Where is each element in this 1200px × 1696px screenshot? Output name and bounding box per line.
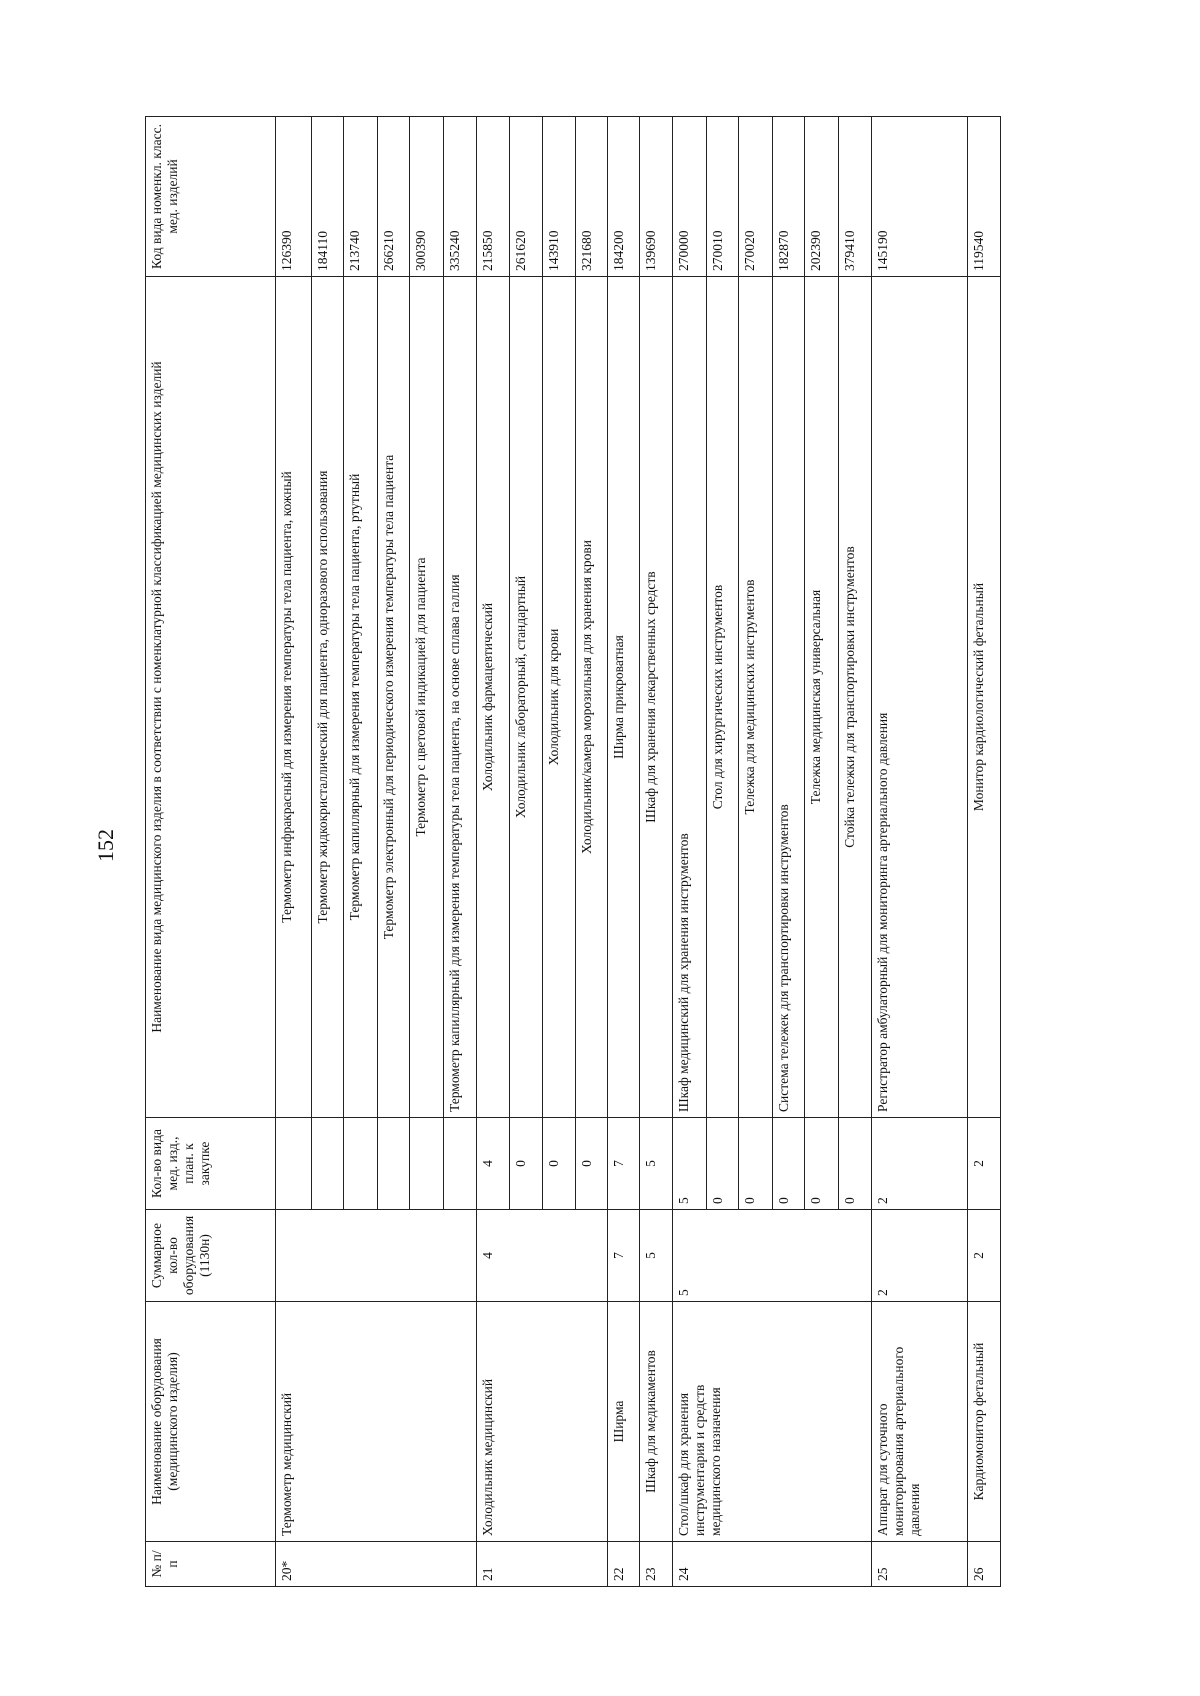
row-planned: 5: [640, 1118, 673, 1210]
header-equipment: Наименование оборудования (медицинского изделия): [146, 1302, 276, 1542]
row-kind: Холодильник фармацевтический: [476, 277, 510, 1118]
header-total: Суммарное кол-во оборудования (1130н): [146, 1210, 276, 1302]
row-kind: Тележка медицинская универсальная: [805, 277, 839, 1118]
table-row: [673, 117, 707, 1587]
row-kind: Тележка для медицинских инструментов: [739, 277, 773, 1118]
table-row: [871, 117, 968, 1587]
row-code: 143910: [542, 117, 576, 277]
row-equipment: Шкаф для медикаментов: [640, 1302, 673, 1542]
row-num: 23: [640, 1542, 673, 1587]
row-num: 25: [871, 1542, 968, 1587]
row-kind: Монитор кардиологический фетальный: [968, 277, 1001, 1118]
row-total: [276, 1210, 477, 1302]
header-row: [146, 117, 276, 1587]
row-code: 300390: [410, 117, 444, 277]
header-planned: Кол-во вида мед. изд., план. к закупке: [146, 1118, 276, 1210]
row-planned: [443, 1118, 476, 1210]
row-equipment: Стол/шкаф для хранения инструментария и средств медицинского назначения: [673, 1302, 872, 1542]
row-kind: Термометр жидкокристаллический для пациента, одноразового использования: [311, 277, 344, 1118]
row-planned: 0: [542, 1118, 576, 1210]
row-code: 270010: [706, 117, 739, 277]
row-code: 379410: [838, 117, 871, 277]
row-planned: [344, 1118, 378, 1210]
table-row: [640, 117, 673, 1587]
row-kind: Термометр электронный для периодического измерения температуры тела пациента: [377, 277, 410, 1118]
header-num: № п/п: [146, 1542, 276, 1587]
row-code: 335240: [443, 117, 476, 277]
row-planned: 0: [805, 1118, 839, 1210]
row-total: 2: [871, 1210, 968, 1302]
row-kind: Холодильник лабораторный, стандартный: [510, 277, 543, 1118]
row-planned: [377, 1118, 410, 1210]
row-code: 145190: [871, 117, 968, 277]
row-equipment: Термометр медицинский: [276, 1302, 477, 1542]
row-total: 4: [476, 1210, 607, 1302]
row-kind: Стойка тележки для транспортировки инструментов: [838, 277, 871, 1118]
row-kind: Термометр инфракрасный для измерения температуры тела пациента, кожный: [276, 277, 312, 1118]
row-planned: 2: [968, 1118, 1001, 1210]
row-kind: Холодильник для крови: [542, 277, 576, 1118]
row-planned: 2: [871, 1118, 968, 1210]
row-code: 266210: [377, 117, 410, 277]
table-row: [276, 117, 312, 1587]
row-planned: 0: [838, 1118, 871, 1210]
table-body: [276, 117, 1001, 1587]
row-planned: 0: [706, 1118, 739, 1210]
row-planned: 0: [510, 1118, 543, 1210]
row-num: 24: [673, 1542, 872, 1587]
row-planned: [276, 1118, 312, 1210]
row-total: 7: [607, 1210, 640, 1302]
table-row: [968, 117, 1001, 1587]
row-equipment: Холодильник медицинский: [476, 1302, 607, 1542]
row-code: 126390: [276, 117, 312, 277]
row-code: 119540: [968, 117, 1001, 277]
row-kind: Термометр с цветовой индикацией для пациента: [410, 277, 444, 1118]
row-kind: Система тележек для транспортировки инструментов: [772, 277, 805, 1118]
row-num: 22: [607, 1542, 640, 1587]
row-planned: [410, 1118, 444, 1210]
row-equipment: Кардиомонитор фетальный: [968, 1302, 1001, 1542]
page-number: 152: [93, 829, 118, 862]
row-num: 21: [476, 1542, 607, 1587]
row-code: 184200: [607, 117, 640, 277]
row-equipment: Аппарат для суточного мониторирования артериального давления: [871, 1302, 968, 1542]
row-code: 270000: [673, 117, 707, 277]
row-planned: 5: [673, 1118, 707, 1210]
row-kind: Стол для хирургических инструментов: [706, 277, 739, 1118]
row-code: 202390: [805, 117, 839, 277]
row-planned: 0: [576, 1118, 608, 1210]
row-total: 2: [968, 1210, 1001, 1302]
row-code: 215850: [476, 117, 510, 277]
row-num: 20*: [276, 1542, 477, 1587]
row-code: 270020: [739, 117, 773, 277]
rotated-table-container: [145, 117, 1001, 1587]
row-planned: 0: [739, 1118, 773, 1210]
row-kind: Холодильник/камера морозильная для хранения крови: [576, 277, 608, 1118]
row-planned: 0: [772, 1118, 805, 1210]
row-planned: [311, 1118, 344, 1210]
row-code: 139690: [640, 117, 673, 277]
row-code: 213740: [344, 117, 378, 277]
row-kind: Термометр капиллярный для измерения температуры тела пациента, на основе сплава галлия: [443, 277, 476, 1118]
row-kind: Термометр капиллярный для измерения температуры тела пациента, ртутный: [344, 277, 378, 1118]
header-kind: Наименование вида медицинского изделия в соответствии с номенклатурной классификацией медицинских изделий: [146, 277, 276, 1118]
row-kind: Ширма прикроватная: [607, 277, 640, 1118]
row-total: 5: [640, 1210, 673, 1302]
row-total: 5: [673, 1210, 872, 1302]
row-code: 184110: [311, 117, 344, 277]
row-equipment: Ширма: [607, 1302, 640, 1542]
row-planned: 4: [476, 1118, 510, 1210]
header-code: Код вида номенкл. класс. мед. изделий: [146, 117, 276, 277]
table-row: [607, 117, 640, 1587]
row-code: 182870: [772, 117, 805, 277]
row-kind: Шкаф медицинский для хранения инструментов: [673, 277, 707, 1118]
row-kind: Шкаф для хранения лекарственных средств: [640, 277, 673, 1118]
equipment-table: [145, 116, 1001, 1587]
row-code: 261620: [510, 117, 543, 277]
row-planned: 7: [607, 1118, 640, 1210]
row-num: 26: [968, 1542, 1001, 1587]
row-kind: Регистратор амбулаторный для мониторинга артериального давления: [871, 277, 968, 1118]
table-row: [476, 117, 510, 1587]
row-code: 321680: [576, 117, 608, 277]
